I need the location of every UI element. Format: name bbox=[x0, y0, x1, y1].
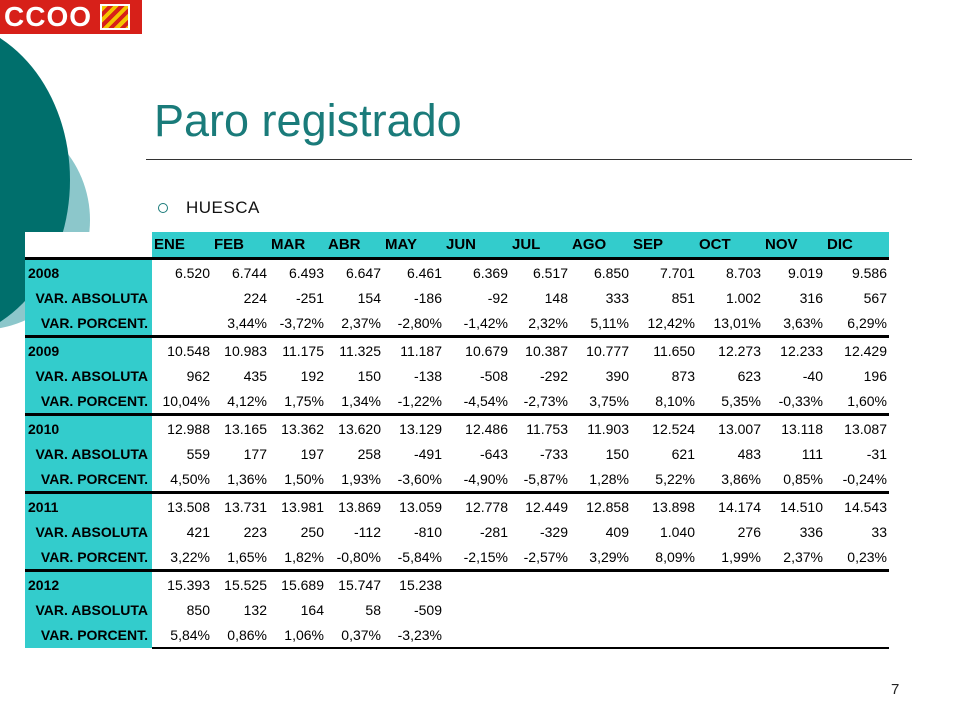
percent-variation-cell: 1,36% bbox=[212, 466, 269, 493]
year-label: 2010 bbox=[25, 415, 152, 442]
registered-value-cell: 14.543 bbox=[825, 493, 889, 520]
absolute-variation-row bbox=[25, 363, 889, 388]
row-label: VAR. PORCENT. bbox=[25, 388, 152, 415]
percent-variation-cell bbox=[825, 622, 889, 648]
percent-variation-cell: -2,73% bbox=[510, 388, 570, 415]
percent-variation-cell: 3,75% bbox=[570, 388, 631, 415]
absolute-variation-cell: 962 bbox=[186, 367, 210, 384]
absolute-variation-row bbox=[25, 519, 889, 544]
registered-value-cell: 7.701 bbox=[631, 259, 697, 286]
absolute-variation-cell: 111 bbox=[801, 445, 823, 462]
month-header: DIC bbox=[825, 232, 889, 259]
year-label: 2011 bbox=[25, 493, 152, 520]
row-label: VAR. ABSOLUTA bbox=[25, 519, 152, 544]
month-header: SEP bbox=[631, 232, 697, 259]
registered-value-cell: 10.679 bbox=[444, 337, 510, 364]
percent-variation-cell: 1,65% bbox=[212, 544, 269, 571]
absolute-variation-cell: 1.002 bbox=[725, 289, 761, 306]
absolute-variation-cell: 132 bbox=[243, 601, 267, 618]
circle-bullet-icon bbox=[158, 203, 168, 213]
absolute-variation-cell: -508 bbox=[479, 367, 508, 384]
registered-value-cell: 15.525 bbox=[212, 571, 269, 598]
percent-variation-cell: 0,23% bbox=[825, 544, 889, 571]
absolute-variation-cell: 154 bbox=[357, 289, 381, 306]
absolute-variation-cell: 851 bbox=[671, 289, 695, 306]
percent-variation-cell: 5,35% bbox=[697, 388, 763, 415]
absolute-variation-cell: 276 bbox=[737, 523, 761, 540]
absolute-variation-cell: 58 bbox=[365, 601, 381, 618]
absolute-variation-cell: -92 bbox=[487, 289, 508, 306]
registered-value-cell bbox=[697, 571, 763, 598]
ccoo-logo bbox=[0, 0, 142, 34]
year-row bbox=[25, 493, 889, 520]
registered-value-cell: 13.087 bbox=[825, 415, 889, 442]
percent-variation-cell bbox=[152, 310, 212, 337]
month-header: ENE bbox=[152, 232, 212, 259]
month-header-row bbox=[25, 232, 889, 259]
registered-value-cell: 15.238 bbox=[383, 571, 444, 598]
percent-variation-cell: -0,80% bbox=[326, 544, 383, 571]
registered-value-cell: 10.387 bbox=[510, 337, 570, 364]
title-divider bbox=[146, 159, 912, 160]
registered-value-cell: 12.524 bbox=[631, 415, 697, 442]
registered-value-cell: 12.233 bbox=[763, 337, 825, 364]
percent-variation-cell: 2,37% bbox=[326, 310, 383, 337]
registered-value-cell: 8.703 bbox=[697, 259, 763, 286]
percent-variation-cell: 0,86% bbox=[212, 622, 269, 648]
row-label: VAR. PORCENT. bbox=[25, 544, 152, 571]
year-label: 2012 bbox=[25, 571, 152, 598]
absolute-variation-cell: 196 bbox=[863, 367, 887, 384]
absolute-variation-cell: 421 bbox=[186, 523, 210, 540]
percent-variation-cell: 12,42% bbox=[631, 310, 697, 337]
header-corner bbox=[25, 232, 152, 259]
absolute-variation-row bbox=[25, 597, 889, 622]
registered-value-cell: 12.778 bbox=[444, 493, 510, 520]
percent-variation-cell: 1,50% bbox=[269, 466, 326, 493]
registered-value-cell: 11.187 bbox=[383, 337, 444, 364]
absolute-variation-cell bbox=[152, 285, 212, 310]
percent-variation-cell: 3,29% bbox=[570, 544, 631, 571]
absolute-variation-cell: -329 bbox=[539, 523, 568, 540]
percent-variation-cell bbox=[570, 622, 631, 648]
registered-value-cell: 6.493 bbox=[269, 259, 326, 286]
percent-variation-row bbox=[25, 466, 889, 493]
registered-value-cell: 13.165 bbox=[212, 415, 269, 442]
percent-variation-cell: 4,50% bbox=[152, 466, 212, 493]
absolute-variation-cell: 33 bbox=[871, 523, 887, 540]
percent-variation-cell: -5,87% bbox=[510, 466, 570, 493]
registered-value-cell: 6.647 bbox=[326, 259, 383, 286]
absolute-variation-cell: 409 bbox=[605, 523, 629, 540]
percent-variation-cell: 6,29% bbox=[825, 310, 889, 337]
registered-value-cell: 13.508 bbox=[152, 493, 212, 520]
registered-value-cell: 6.517 bbox=[510, 259, 570, 286]
year-row bbox=[25, 415, 889, 442]
absolute-variation-cell: -509 bbox=[413, 601, 442, 618]
month-header: NOV bbox=[763, 232, 825, 259]
percent-variation-cell: 1,06% bbox=[269, 622, 326, 648]
absolute-variation-cell: 333 bbox=[605, 289, 629, 306]
registered-value-cell: 12.449 bbox=[510, 493, 570, 520]
absolute-variation-cell bbox=[697, 597, 763, 622]
absolute-variation-cell: 224 bbox=[243, 289, 267, 306]
table-body bbox=[25, 259, 889, 649]
percent-variation-cell: 3,63% bbox=[763, 310, 825, 337]
absolute-variation-cell: 623 bbox=[737, 367, 761, 384]
absolute-variation-cell: -643 bbox=[479, 445, 508, 462]
registered-value-cell: 13.118 bbox=[763, 415, 825, 442]
absolute-variation-cell: -138 bbox=[413, 367, 442, 384]
registered-value-cell bbox=[763, 571, 825, 598]
absolute-variation-cell: 177 bbox=[243, 445, 267, 462]
absolute-variation-cell: 483 bbox=[737, 445, 761, 462]
registered-value-cell: 10.983 bbox=[212, 337, 269, 364]
absolute-variation-cell: 148 bbox=[544, 289, 568, 306]
registered-value-cell: 10.777 bbox=[570, 337, 631, 364]
percent-variation-cell: 5,84% bbox=[152, 622, 212, 648]
absolute-variation-cell: 250 bbox=[300, 523, 324, 540]
percent-variation-cell: 1,75% bbox=[269, 388, 326, 415]
absolute-variation-cell: 621 bbox=[671, 445, 695, 462]
absolute-variation-cell: 559 bbox=[186, 445, 210, 462]
percent-variation-cell bbox=[763, 622, 825, 648]
absolute-variation-cell: 192 bbox=[300, 367, 324, 384]
absolute-variation-cell bbox=[763, 597, 825, 622]
row-label: VAR. PORCENT. bbox=[25, 310, 152, 337]
absolute-variation-cell: 258 bbox=[357, 445, 381, 462]
month-header: ABR bbox=[326, 232, 383, 259]
percent-variation-cell: 4,12% bbox=[212, 388, 269, 415]
registered-value-cell: 12.273 bbox=[697, 337, 763, 364]
absolute-variation-cell: 223 bbox=[243, 523, 267, 540]
percent-variation-cell: 1,28% bbox=[570, 466, 631, 493]
absolute-variation-cell: 316 bbox=[799, 289, 823, 306]
absolute-variation-cell: -112 bbox=[354, 523, 381, 540]
percent-variation-cell: 2,32% bbox=[510, 310, 570, 337]
percent-variation-cell: -4,54% bbox=[444, 388, 510, 415]
percent-variation-cell: 3,86% bbox=[697, 466, 763, 493]
bullet-item bbox=[158, 198, 260, 218]
percent-variation-cell: -3,23% bbox=[383, 622, 444, 648]
percent-variation-cell bbox=[631, 622, 697, 648]
percent-variation-cell: 1,60% bbox=[825, 388, 889, 415]
aragon-flag-icon bbox=[100, 4, 130, 30]
percent-variation-cell bbox=[697, 622, 763, 648]
absolute-variation-cell: -810 bbox=[413, 523, 442, 540]
absolute-variation-cell: 1.040 bbox=[659, 523, 695, 540]
row-label: VAR. PORCENT. bbox=[25, 622, 152, 648]
registered-value-cell: 13.059 bbox=[383, 493, 444, 520]
registered-value-cell bbox=[570, 571, 631, 598]
percent-variation-cell: 1,93% bbox=[326, 466, 383, 493]
percent-variation-cell bbox=[510, 622, 570, 648]
percent-variation-cell: 1,82% bbox=[269, 544, 326, 571]
absolute-variation-cell: 873 bbox=[671, 367, 695, 384]
year-row bbox=[25, 337, 889, 364]
registered-value-cell: 11.903 bbox=[570, 415, 631, 442]
registered-value-cell: 13.129 bbox=[383, 415, 444, 442]
percent-variation-cell bbox=[444, 622, 510, 648]
month-header: MAR bbox=[269, 232, 326, 259]
registered-value-cell: 15.393 bbox=[152, 571, 212, 598]
registered-value-cell: 6.850 bbox=[570, 259, 631, 286]
absolute-variation-row bbox=[25, 441, 889, 466]
absolute-variation-cell: 435 bbox=[243, 367, 267, 384]
registered-value-cell bbox=[444, 571, 510, 598]
registered-value-cell: 15.689 bbox=[269, 571, 326, 598]
year-label: 2008 bbox=[25, 259, 152, 286]
percent-variation-row bbox=[25, 388, 889, 415]
absolute-variation-cell: 150 bbox=[357, 367, 381, 384]
registered-value-cell: 15.747 bbox=[326, 571, 383, 598]
logo-text: CCOO bbox=[4, 1, 92, 32]
percent-variation-cell: 5,22% bbox=[631, 466, 697, 493]
registered-value-cell: 6.461 bbox=[383, 259, 444, 286]
bullet-label: HUESCA bbox=[186, 198, 260, 217]
percent-variation-cell: 5,11% bbox=[570, 310, 631, 337]
registered-value-cell bbox=[825, 571, 889, 598]
absolute-variation-cell: 390 bbox=[605, 367, 629, 384]
percent-variation-cell: -2,15% bbox=[444, 544, 510, 571]
absolute-variation-cell: 164 bbox=[300, 601, 324, 618]
percent-variation-cell: -1,42% bbox=[444, 310, 510, 337]
month-header: MAY bbox=[383, 232, 444, 259]
percent-variation-row bbox=[25, 544, 889, 571]
absolute-variation-row bbox=[25, 285, 889, 310]
month-header: AGO bbox=[570, 232, 631, 259]
registered-value-cell: 11.325 bbox=[326, 337, 383, 364]
percent-variation-cell: -3,72% bbox=[269, 310, 326, 337]
registered-value-cell: 6.744 bbox=[212, 259, 269, 286]
row-label: VAR. ABSOLUTA bbox=[25, 441, 152, 466]
registered-value-cell: 12.429 bbox=[825, 337, 889, 364]
absolute-variation-cell: -40 bbox=[802, 367, 823, 384]
registered-value-cell: 12.988 bbox=[152, 415, 212, 442]
absolute-variation-cell: 567 bbox=[863, 289, 887, 306]
percent-variation-cell: 13,01% bbox=[697, 310, 763, 337]
percent-variation-cell: -2,57% bbox=[510, 544, 570, 571]
percent-variation-cell: 0,85% bbox=[763, 466, 825, 493]
absolute-variation-cell: -186 bbox=[413, 289, 442, 306]
month-header: JUN bbox=[444, 232, 510, 259]
registered-value-cell: 14.510 bbox=[763, 493, 825, 520]
absolute-variation-cell: 336 bbox=[799, 523, 823, 540]
percent-variation-cell: 8,09% bbox=[631, 544, 697, 571]
registered-value-cell: 13.362 bbox=[269, 415, 326, 442]
percent-variation-cell: -0,33% bbox=[763, 388, 825, 415]
registered-value-cell: 9.019 bbox=[763, 259, 825, 286]
absolute-variation-cell: -251 bbox=[295, 289, 324, 306]
percent-variation-row bbox=[25, 622, 889, 648]
percent-variation-cell: 2,37% bbox=[763, 544, 825, 571]
absolute-variation-cell bbox=[444, 597, 510, 622]
month-header: OCT bbox=[697, 232, 763, 259]
registered-value-cell bbox=[510, 571, 570, 598]
year-label: 2009 bbox=[25, 337, 152, 364]
row-label: VAR. ABSOLUTA bbox=[25, 363, 152, 388]
row-label: VAR. ABSOLUTA bbox=[25, 285, 152, 310]
absolute-variation-cell: 197 bbox=[300, 445, 324, 462]
percent-variation-cell: 0,37% bbox=[326, 622, 383, 648]
absolute-variation-cell bbox=[631, 597, 697, 622]
registered-value-cell: 11.175 bbox=[269, 337, 326, 364]
percent-variation-cell: -1,22% bbox=[383, 388, 444, 415]
absolute-variation-cell: -491 bbox=[413, 445, 442, 462]
percent-variation-cell: -3,60% bbox=[383, 466, 444, 493]
absolute-variation-cell bbox=[510, 597, 570, 622]
percent-variation-cell: 10,04% bbox=[152, 388, 212, 415]
row-label: VAR. PORCENT. bbox=[25, 466, 152, 493]
percent-variation-cell: 1,34% bbox=[326, 388, 383, 415]
percent-variation-cell: 3,22% bbox=[152, 544, 212, 571]
registered-value-cell bbox=[631, 571, 697, 598]
absolute-variation-cell: 150 bbox=[605, 445, 629, 462]
percent-variation-row bbox=[25, 310, 889, 337]
registered-value-cell: 13.869 bbox=[326, 493, 383, 520]
registered-value-cell: 13.007 bbox=[697, 415, 763, 442]
registered-value-cell: 13.731 bbox=[212, 493, 269, 520]
percent-variation-cell: 3,44% bbox=[212, 310, 269, 337]
absolute-variation-cell: -292 bbox=[539, 367, 568, 384]
absolute-variation-cell: -281 bbox=[479, 523, 508, 540]
month-header: JUL bbox=[510, 232, 570, 259]
registered-value-cell: 6.369 bbox=[444, 259, 510, 286]
registered-value-cell: 13.981 bbox=[269, 493, 326, 520]
absolute-variation-cell bbox=[825, 597, 889, 622]
absolute-variation-cell: -733 bbox=[539, 445, 568, 462]
absolute-variation-cell bbox=[570, 597, 631, 622]
month-header: FEB bbox=[212, 232, 269, 259]
absolute-variation-cell: 850 bbox=[186, 601, 210, 618]
page-title: Paro registrado bbox=[154, 95, 462, 146]
percent-variation-cell: -4,90% bbox=[444, 466, 510, 493]
row-label: VAR. ABSOLUTA bbox=[25, 597, 152, 622]
page-number: 7 bbox=[891, 681, 900, 698]
registered-value-cell: 12.858 bbox=[570, 493, 631, 520]
percent-variation-cell: -5,84% bbox=[383, 544, 444, 571]
year-row bbox=[25, 259, 889, 286]
percent-variation-cell: -2,80% bbox=[383, 310, 444, 337]
percent-variation-cell: 1,99% bbox=[697, 544, 763, 571]
percent-variation-cell: 8,10% bbox=[631, 388, 697, 415]
registered-value-cell: 9.586 bbox=[825, 259, 889, 286]
registered-value-cell: 11.650 bbox=[631, 337, 697, 364]
registered-value-cell: 12.486 bbox=[444, 415, 510, 442]
unemployment-table bbox=[25, 232, 889, 649]
percent-variation-cell: -0,24% bbox=[825, 466, 889, 493]
absolute-variation-cell: -31 bbox=[866, 445, 887, 462]
registered-value-cell: 11.753 bbox=[510, 415, 570, 442]
registered-value-cell: 10.548 bbox=[152, 337, 212, 364]
registered-value-cell: 14.174 bbox=[697, 493, 763, 520]
registered-value-cell: 13.898 bbox=[631, 493, 697, 520]
year-row bbox=[25, 571, 889, 598]
registered-value-cell: 13.620 bbox=[326, 415, 383, 442]
registered-value-cell: 6.520 bbox=[152, 259, 212, 286]
